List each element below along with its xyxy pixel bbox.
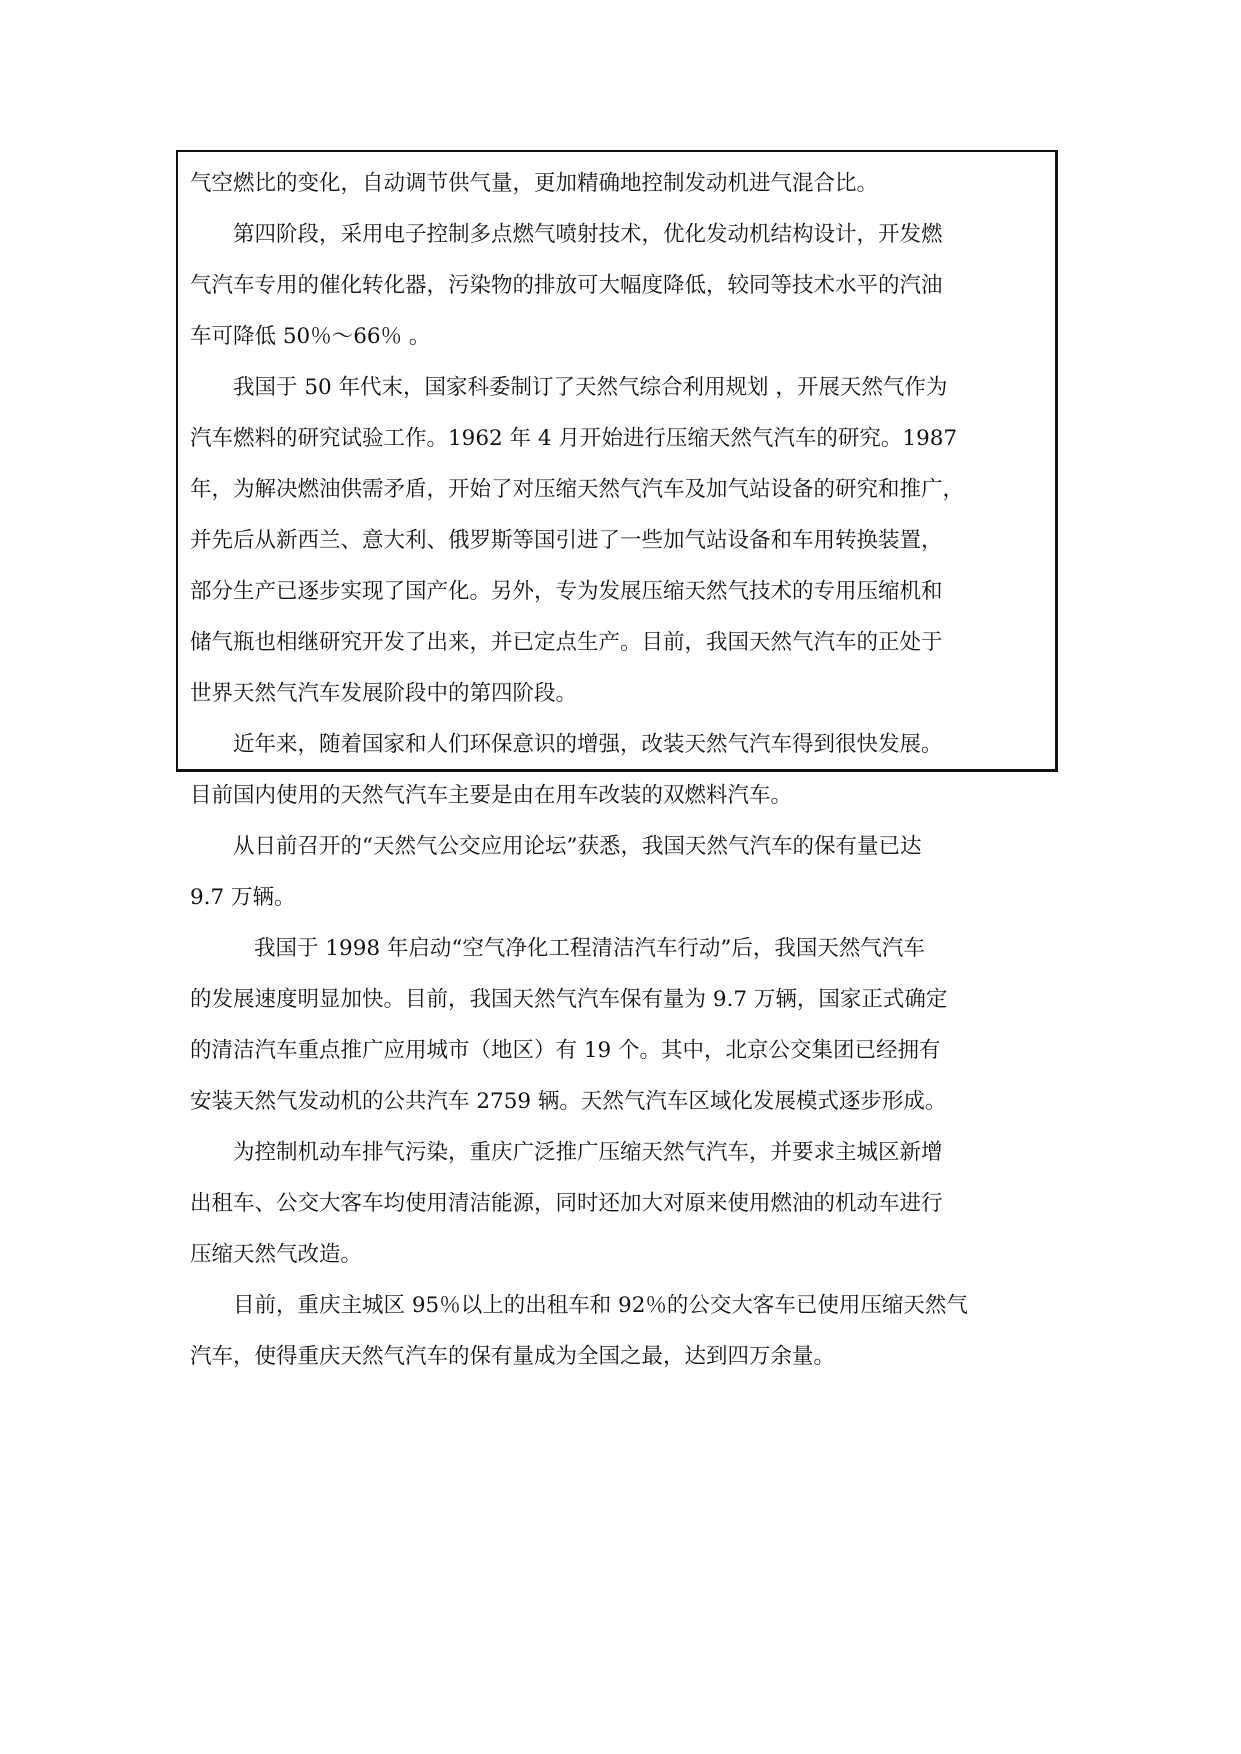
text-line: 储气瓶也相继研究开发了出来，并已定点生产。目前，我国天然气汽车的正处于 xyxy=(190,630,943,655)
paragraph-start: 目前，重庆主城区 95％以上的出租车和 92％的公交大客车已使用压缩天然气 xyxy=(233,1293,968,1318)
text-line: 世界天然气汽车发展阶段中的第四阶段。 xyxy=(190,681,578,706)
text-line: 车可降低 50％～66％ 。 xyxy=(190,324,431,349)
text-line: 汽车，使得重庆天然气汽车的保有量成为全国之最，达到四万余量。 xyxy=(190,1344,836,1369)
text-line: 出租车、公交大客车均使用清洁能源，同时还加大对原来使用燃油的机动车进行 xyxy=(190,1191,943,1216)
paragraph-start: 我国于 1998 年启动“空气净化工程清洁汽车行动”后，我国天然气汽车 xyxy=(254,936,925,961)
text-line: 的清洁汽车重点推广应用城市（地区）有 19 个。其中，北京公交集团已经拥有 xyxy=(190,1038,941,1063)
text-line: 目前国内使用的天然气汽车主要是由在用车改装的双燃料汽车。 xyxy=(190,783,793,808)
text-line: 9.7 万辆。 xyxy=(190,885,296,910)
text-line: 安装天然气发动机的公共汽车 2759 辆。天然气汽车区域化发展模式逐步形成。 xyxy=(190,1089,947,1114)
paragraph-start: 从日前召开的“天然气公交应用论坛”获悉，我国天然气汽车的保有量已达 xyxy=(233,834,922,859)
text-line: 的发展速度明显加快。目前，我国天然气汽车保有量为 9.7 万辆，国家正式确定 xyxy=(190,987,948,1012)
text-line: 压缩天然气改造。 xyxy=(190,1242,363,1267)
text-line: 年，为解决燃油供需矛盾，开始了对压缩天然气汽车及加气站设备的研究和推广， xyxy=(190,477,965,502)
text-line: 并先后从新西兰、意大利、俄罗斯等国引进了一些加气站设备和车用转换装置， xyxy=(190,528,943,553)
paragraph-start: 为控制机动车排气污染，重庆广泛推广压缩天然气汽车，并要求主城区新增 xyxy=(233,1140,943,1165)
document-body xyxy=(190,158,1052,1382)
paragraph-start: 近年来，随着国家和人们环保意识的增强，改装天然气汽车得到很快发展。 xyxy=(233,732,943,757)
text-line: 气汽车专用的催化转化器，污染物的排放可大幅度降低，较同等技术水平的汽油 xyxy=(190,273,943,298)
text-line: 部分生产已逐步实现了国产化。另外，专为发展压缩天然气技术的专用压缩机和 xyxy=(190,579,943,604)
paragraph-start: 我国于 50 年代末，国家科委制订了天然气综合利用规划 ，开展天然气作为 xyxy=(233,375,948,400)
document-frame xyxy=(176,150,1058,1369)
text-line: 气空燃比的变化，自动调节供气量，更加精确地控制发动机进气混合比。 xyxy=(190,171,879,196)
paragraph-start: 第四阶段，采用电子控制多点燃气喷射技术，优化发动机结构设计，开发燃 xyxy=(233,222,943,247)
text-line: 汽车燃料的研究试验工作。1962 年 4 月开始进行压缩天然气汽车的研究。1987 xyxy=(190,426,958,451)
